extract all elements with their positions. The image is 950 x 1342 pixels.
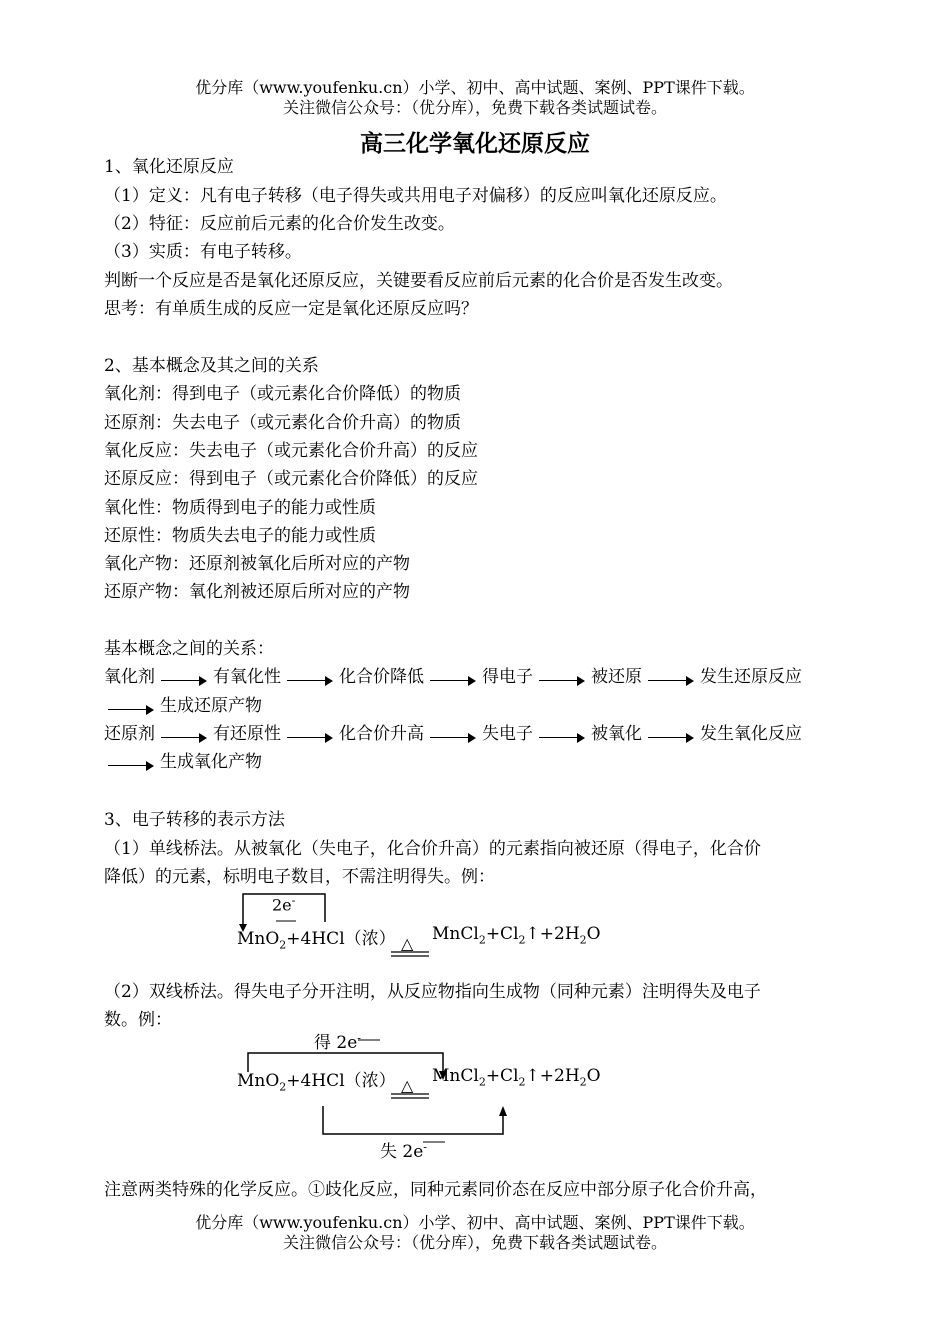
gain-electrons-label: 得 2e- [314,1031,361,1053]
single-bridge-desc-1: （1）单线桥法。从被氧化（失电子，化合价升高）的元素指向被还原（得电子，化合价 [104,839,761,859]
section2-heading: 2、基本概念及其之间的关系 [104,356,319,376]
concept-oxidation-reaction: 氧化反应：失去电子（或元素化合价升高）的反应 [104,441,478,461]
section3-heading: 3、电子转移的表示方法 [104,810,285,830]
equation-double-reactants: MnO$_2$+4HCl（浓） [237,1071,396,1094]
feature-text: （2）特征：反应前后元素的化合价发生改变。 [104,214,455,234]
page-footer-line2: 关注微信公众号：（优分库），免费下载各类试题试卷。 [282,1233,667,1252]
judge-text: 判断一个反应是否是氧化还原反应，关键要看反应前后元素的化合价是否发生改变。 [104,271,733,291]
chain-item: 有氧化性 [213,666,281,687]
page-header-line1: 优分库（www.youfenku.cn）小学、初中、高中试题、案例、PPT课件下载。 [195,78,755,97]
chain-item: 化合价升高 [339,723,424,744]
concept-oxidizing-property: 氧化性：物质得到电子的能力或性质 [104,498,376,518]
concept-reduction-reaction: 还原反应：得到电子（或元素化合价降低）的反应 [104,469,478,489]
chain-item: 失电子 [482,723,533,744]
relation-heading: 基本概念之间的关系： [104,639,274,659]
chain-item: 被氧化 [591,723,642,744]
double-bridge-desc-1: （2）双线桥法。得失电子分开注明，从反应物指向生成物（同种元素）注明得失及电子 [104,982,761,1002]
equation-double-products: $MnCl_2+Cl_2↑+2H_2O$ [432,1066,601,1089]
concept-oxidant: 氧化剂：得到电子（或元素化合价降低）的物质 [104,384,461,404]
heat-condition-icon: △ [401,1076,414,1095]
section1-heading: 1、氧化还原反应 [104,157,234,177]
chain-item: 发生氧化反应 [700,723,802,744]
chain-item: 得电子 [482,666,533,687]
chain-item: 生成还原产物 [160,695,262,716]
concept-reduction-product: 还原产物：氧化剂被还原后所对应的产物 [104,582,410,602]
gas-arrow-icon: ↑ [525,924,540,944]
chain-item: 发生还原反应 [700,666,802,687]
definition-text: （1）定义：凡有电子转移（电子得失或共用电子对偏移）的反应叫氧化还原反应。 [104,186,727,206]
chain-item: 有还原性 [213,723,281,744]
chain-item: 化合价降低 [339,666,424,687]
loss-electrons-label: 失 2e- [380,1140,427,1162]
double-bridge-desc-2: 数。例： [104,1010,172,1030]
chain-item: 被还原 [591,666,642,687]
special-reactions-note: 注意两类特殊的化学反应。①歧化反应，同种元素同价态在反应中部分原子化合价升高， [104,1180,767,1200]
gas-arrow-icon: ↑ [525,1066,540,1086]
chain-item: 氧化剂 [104,666,155,687]
essence-text: （3）实质：有电子转移。 [104,242,302,262]
page-footer-line1: 优分库（www.youfenku.cn）小学、初中、高中试题、案例、PPT课件下载。 [195,1213,755,1232]
concept-oxidation-product: 氧化产物：还原剂被氧化后所对应的产物 [104,554,410,574]
chain-item: 还原剂 [104,723,155,744]
chain-item: 生成氧化产物 [160,751,262,772]
heat-condition-icon: △ [401,934,414,953]
concept-reducing-property: 还原性：物质失去电子的能力或性质 [104,526,376,546]
think-text: 思考：有单质生成的反应一定是氧化还原反应吗？ [104,299,478,319]
single-bridge-desc-2: 降低）的元素，标明电子数目，不需注明得失。例： [104,867,495,887]
equation-single-products: $MnCl_2+Cl_2↑+2H_2O$ [432,924,601,947]
equation-single-reactants: MnO$_2$+4HCl（浓） [237,929,396,952]
single-bridge-label: 2e- [272,894,296,915]
page-header-line2: 关注微信公众号：（优分库），免费下载各类试题试卷。 [282,98,667,117]
document-title: 高三化学氧化还原反应 [360,131,590,157]
concept-reductant: 还原剂：失去电子（或元素化合价升高）的物质 [104,413,461,433]
